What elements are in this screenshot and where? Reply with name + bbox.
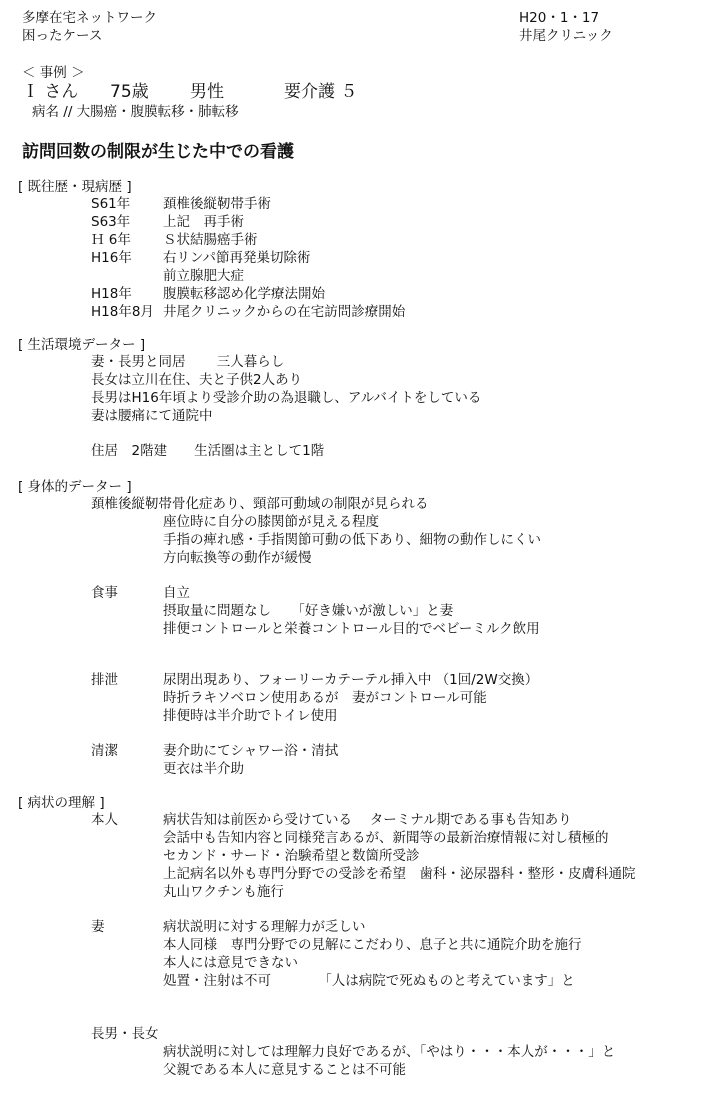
document-subtitle: 困ったケース	[22, 28, 103, 44]
case-label: ＜ 事例 ＞	[22, 65, 85, 81]
patient-age: 75歳	[110, 82, 149, 102]
understanding-heading: [ 病状の理解 ]	[18, 795, 105, 811]
history-year: Ｈ 6年	[91, 232, 131, 248]
patient-self-line: 上記病名以外も専門分野での受診を希望 歯科・泌尿器科・整形・皮膚科通院	[163, 866, 636, 882]
children-label: 長男・長女	[91, 1026, 159, 1042]
wife-line: 病状説明に対する理解力が乏しい	[163, 919, 366, 935]
patient-sex: 男性	[190, 82, 224, 102]
history-year: H16年	[91, 250, 132, 266]
wife-label: 妻	[91, 919, 105, 935]
patient-self-line: セカンド・サード・治験希望と数箇所受診	[163, 848, 420, 864]
meal-label: 食事	[91, 585, 118, 601]
meal-line: 摂取量に問題なし 「好き嫌いが激しい」と妻	[163, 603, 454, 619]
patient-self-line: 病状告知は前医から受けている ターミナル期である事も告知あり	[163, 812, 572, 828]
physical-detail: 座位時に自分の膝関節が見える程度	[163, 514, 379, 530]
living-line: 妻・長男と同居 三人暮らし	[91, 354, 285, 370]
children-line: 病状説明に対しては理解力良好であるが、「やはり・・・本人が・・・」と	[163, 1044, 616, 1060]
history-event: 右リンパ節再発巣切除術	[163, 250, 311, 266]
patient-name: Ｉ さん	[22, 82, 79, 102]
diagnosis: 病名 // 大腸癌・腹膜転移・肺転移	[32, 104, 239, 120]
history-event: 腹膜転移認め化学療法開始	[163, 286, 325, 302]
excretion-label: 排泄	[91, 672, 118, 688]
history-year: H18年	[91, 286, 132, 302]
living-heading: [ 生活環境データー ]	[18, 337, 146, 353]
living-line: 長男はH16年頃より受診介助の為退職し、アルバイトをしている	[91, 390, 482, 406]
wife-line: 本人には意見できない	[163, 955, 298, 971]
history-event: 前立腺肥大症	[163, 268, 244, 284]
history-year: S61年	[91, 196, 131, 212]
physical-heading: [ 身体的データー ]	[18, 479, 132, 495]
history-event: 井尾クリニックからの在宅訪問診療開始	[163, 304, 406, 320]
excretion-line: 時折ラキソベロン使用あるが 妻がコントロール可能	[163, 690, 487, 706]
physical-detail: 手指の痺れ感・手指関節可動の低下あり、細物の動作しにくい	[163, 532, 541, 548]
meal-line: 自立	[163, 585, 190, 601]
excretion-line: 排便時は半介助でトイレ使用	[163, 708, 338, 724]
physical-detail: 方向転換等の動作が緩慢	[163, 550, 312, 566]
patient-self-line: 丸山ワクチンも施行	[163, 884, 284, 900]
org-name: 多摩在宅ネットワーク	[22, 10, 157, 26]
wife-line: 本人同様 専門分野での見解にこだわり、息子と共に通院介助を施行	[163, 937, 582, 953]
physical-intro: 頚椎後縦靭帯骨化症あり、頸部可動域の制限が見られる	[91, 496, 429, 512]
hygiene-label: 清潔	[91, 743, 118, 759]
patient-self-line: 会話中も告知内容と同様発言あるが、新聞等の最新治療情報に対し積極的	[163, 830, 609, 846]
excretion-line: 尿閉出現あり、フォーリーカテーテル挿入中 （1回/2W交換）	[163, 672, 539, 688]
history-event: 上記 再手術	[163, 214, 244, 230]
main-title: 訪問回数の制限が生じた中での看護	[22, 142, 294, 162]
history-year: H18年8月	[91, 304, 154, 320]
housing-info: 住居 2階建 生活圏は主として1階	[91, 443, 325, 459]
clinic-name: 井尾クリニック	[519, 28, 613, 44]
living-line: 長女は立川在住、夫と子供2人あり	[91, 372, 303, 388]
wife-line: 処置・注射は不可 「人は病院で死ぬものと考えています」と	[163, 973, 575, 989]
history-event: 頚椎後縦靭帯手術	[163, 196, 271, 212]
care-level: 要介護 ５	[284, 82, 358, 102]
children-line: 父親である本人に意見することは不可能	[163, 1062, 406, 1078]
document-date: H20・1・17	[519, 10, 600, 26]
hygiene-line: 妻介助にてシャワー浴・清拭	[163, 743, 339, 759]
meal-line: 排便コントロールと栄養コントロール目的でベビーミルク飲用	[163, 621, 540, 637]
history-heading: [ 既往歴・現病歴 ]	[18, 179, 132, 195]
living-line: 妻は腰痛にて通院中	[91, 408, 213, 424]
history-year: S63年	[91, 214, 131, 230]
patient-self-label: 本人	[91, 812, 118, 828]
history-event: Ｓ状結腸癌手術	[163, 232, 258, 248]
hygiene-line: 更衣は半介助	[163, 761, 244, 777]
